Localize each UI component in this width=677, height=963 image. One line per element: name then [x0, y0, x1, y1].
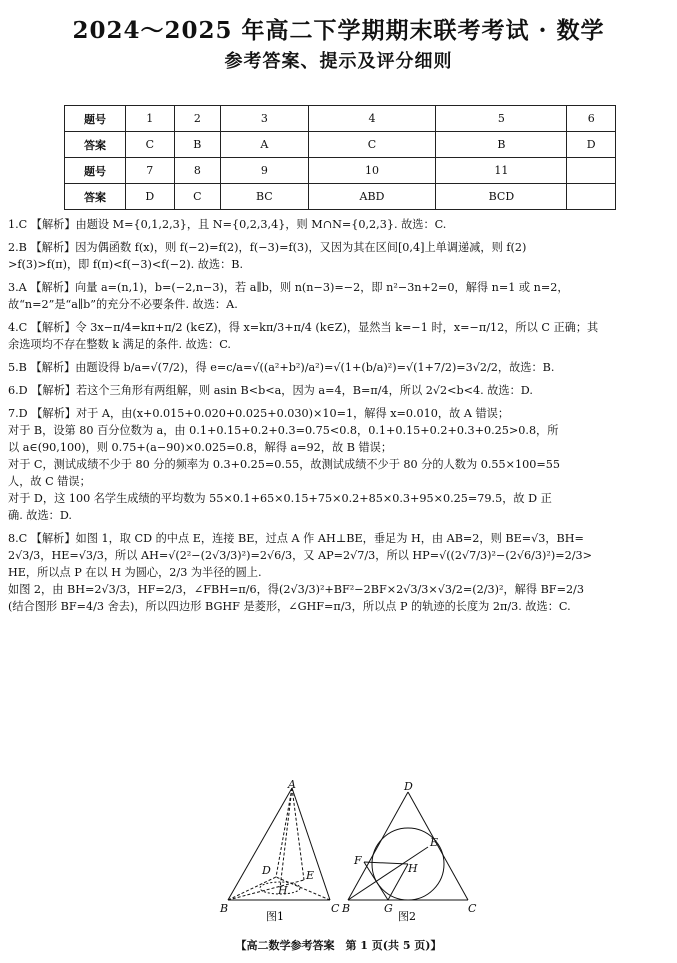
answer-table-row: [65, 184, 616, 210]
answer-table-cell: 7: [126, 158, 175, 184]
answer-table-cell: 10: [308, 158, 436, 184]
answer-table-cell: B: [436, 132, 567, 158]
answer-table-cell: 4: [308, 106, 436, 132]
solution-item-7: [8, 405, 670, 524]
fig1-label-E: E: [306, 869, 315, 882]
fig2-label-B: B: [342, 902, 351, 915]
answer-table-cell: 6: [567, 106, 616, 132]
solution-line: 8.C 【解析】如图 1，取 CD 的中点 E，连接 BE，过点 A 作 AH⊥BE，垂足为 H，由 AB=2，则 BE=√3，BH=: [8, 532, 584, 545]
answer-table-row: [65, 132, 616, 158]
figure-1-caption: 图1: [266, 910, 284, 923]
answer-table-cell: 2: [174, 106, 221, 132]
answer-table-cell: [567, 158, 616, 184]
fig2-label-F: F: [354, 854, 362, 867]
fig1-label-B: B: [220, 902, 229, 915]
solution-line: (结合图形 BF=4/3 舍去)，所以四边形 BGHF 是菱形，∠GHF=π/3，所以点 P 的轨迹的长度为 2π/3. 故选：C.: [8, 600, 571, 613]
answer-table-cell: 1: [126, 106, 175, 132]
solution-line: 4.C 【解析】令 3x−π/4=kπ+π/2 (k∈Z)，得 x=kπ/3+π/4 (k∈Z)，显然当 k=−1 时，x=−π/12，所以 C 正确；其: [8, 321, 599, 334]
solution-item-8: [8, 530, 670, 615]
fig1-label-C: C: [331, 902, 340, 915]
fig2-label-H: H: [408, 862, 418, 875]
solution-line: 2√3/3，HE=√3/3，所以 AH=√(2²−(2√3/3)²)=2√6/3，又 AP=2√7/3，所以 HP=√((2√7/3)²−(2√6/3)²)=2/3>: [8, 549, 592, 562]
answer-table-row-label: 答案: [65, 132, 126, 158]
answer-table-cell: 8: [174, 158, 221, 184]
solution-item-3: [8, 279, 670, 313]
solution-line: >f(3)>f(π)，即 f(π)<f(−3)<f(−2). 故选：B.: [8, 258, 244, 271]
figure-2-caption: 图2: [398, 910, 416, 923]
solution-line: 3.A 【解析】向量 a=(n,1)，b=(−2,n−3)，若 a∥b，则 n(n−3)=−2，即 n²−3n+2=0，解得 n=1 或 n=2，: [8, 281, 569, 294]
answer-table-cell: C: [308, 132, 436, 158]
answer-table-cell: BC: [221, 184, 309, 210]
answer-table-row-label: 答案: [65, 184, 126, 210]
answer-table-cell: D: [567, 132, 616, 158]
solution-line: 故“n=2”是“a∥b”的充分不必要条件. 故选：A.: [8, 298, 238, 311]
answer-table-cell: [567, 184, 616, 210]
solution-item-6: [8, 382, 670, 399]
solution-line: 6.D 【解析】若这个三角形有两组解，则 asin B<b<a，因为 a=4，B=π/4，所以 2√2<b<4. 故选：D.: [8, 384, 533, 397]
answer-table-cell: 9: [221, 158, 309, 184]
solution-line: 确. 故选：D.: [8, 509, 72, 522]
answer-table-cell: 3: [221, 106, 309, 132]
solution-line: 人，故 C 错误；: [8, 475, 91, 488]
solution-line: 对于 D，这 100 名学生成绩的平均数为 55×0.1+65×0.15+75×0.2+85×0.3+95×0.25=79.5，故 D 正: [8, 492, 552, 505]
answer-table-cell: 5: [436, 106, 567, 132]
answer-table-row: [65, 158, 616, 184]
solution-item-2: [8, 239, 670, 273]
answer-table-cell: A: [221, 132, 309, 158]
fig1-label-H: H: [278, 884, 288, 897]
answer-table-cell: C: [174, 184, 221, 210]
answer-table-cell: C: [126, 132, 175, 158]
fig1-label-D: D: [262, 864, 271, 877]
fig1-label-A: A: [288, 778, 296, 791]
answer-table-row-label: 题号: [65, 158, 126, 184]
fig2-label-C: C: [468, 902, 477, 915]
page-title: 2024～2025 年高二下学期期末联考考试 · 数学: [72, 17, 605, 44]
solution-line: 对于 C，测试成绩不少于 80 分的频率为 0.3+0.25=0.55，故测试成绩不少于 80 分的人数为 0.55×100=55: [8, 458, 560, 471]
solution-line: 对于 B，设第 80 百分位数为 a，由 0.1+0.15+0.2+0.3=0.75<0.8，0.1+0.15+0.2+0.3+0.25>0.8，所: [8, 424, 559, 437]
answer-table-cell: B: [174, 132, 221, 158]
solution-line: 以 a∈(90,100)，则 0.75+(a−90)×0.025=0.8，解得 a=92，故 B 错误；: [8, 441, 393, 454]
solutions-section: [8, 216, 670, 621]
solution-line: 余选项均不存在整数 k 满足的条件. 故选：C.: [8, 338, 231, 351]
solution-line: 2.B 【解析】因为偶函数 f(x)，则 f(−2)=f(2)，f(−3)=f(3)，又因为其在区间[0,4]上单调递减，则 f(2): [8, 241, 527, 254]
answer-table: [64, 105, 616, 210]
fig2-label-D: D: [404, 780, 413, 793]
figure-2: [348, 792, 468, 900]
solution-item-5: [8, 359, 670, 376]
solution-line: 5.B 【解析】由题设得 b/a=√(7/2)，得 e=c/a=√((a²+b²)/a²)=√(1+(b/a)²)=√(1+7/2)=3√2/2，故选：B.: [8, 361, 555, 374]
answer-table-cell: BCD: [436, 184, 567, 210]
answer-table-cell: ABD: [308, 184, 436, 210]
solution-line: 1.C 【解析】由题设 M={0,1,2,3}，且 N={0,2,3,4}，则 M∩N={0,2,3}. 故选：C.: [8, 218, 447, 231]
answer-table-cell: D: [126, 184, 175, 210]
answer-table-row: [65, 106, 616, 132]
answer-table-row-label: 题号: [65, 106, 126, 132]
solution-line: 如图 2，由 BH=2√3/3，HF=2/3，∠FBH=π/6，得(2√3/3)²+BF²−2BF×2√3/3×√3/2=(2/3)²，解得 BF=2/3: [8, 583, 584, 596]
solution-item-1: [8, 216, 670, 233]
solution-line: HE，所以点 P 在以 H 为圆心，2/3 为半径的圆上.: [8, 566, 262, 579]
geometry-figures: [218, 778, 477, 923]
fig2-label-E: E: [430, 836, 439, 849]
fig2-label-G: G: [384, 902, 393, 915]
solution-line: 7.D 【解析】对于 A，由(x+0.015+0.020+0.025+0.030)×10=1，解得 x=0.010，故 A 错误；: [8, 407, 510, 420]
answer-table-cell: 11: [436, 158, 567, 184]
page-footer: 【高二数学参考答案 第 1 页(共 5 页)】: [235, 939, 442, 952]
solution-item-4: [8, 319, 670, 353]
page-subtitle: 参考答案、提示及评分细则: [224, 51, 453, 72]
